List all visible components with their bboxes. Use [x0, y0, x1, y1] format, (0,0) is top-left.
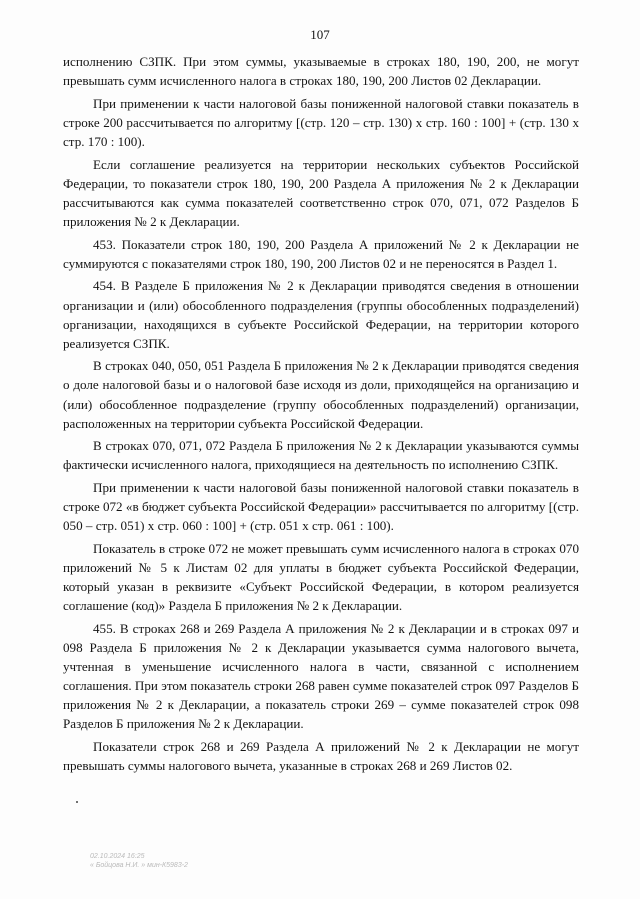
paragraph-lines-040-050-051: В строках 040, 050, 051 Раздела Б приложения № 2 к Декларации приводятся сведения о доле налоговой базы и о налоговой базе исходя из доли, приходящейся на организацию и (или) обособленное подразделение (группу обособленных подразделений) организации, расположенных на территории субъекта Российской Федерации. — [63, 358, 579, 431]
paragraph-line-072-limit: Показатель в строке 072 не может превышать сумм исчисленного налога в строках 070 приложений № 5 к Листам 02 для уплаты в бюджет субъекта Российской Федерации, который указан в реквизите «Субъект Российской Федерации, в котором реализуется соглашение (код)» Раздела Б приложения № 2 к Декларации. — [63, 541, 579, 614]
paragraph-reduced-rate-line-200: При применении к части налоговой базы пониженной налоговой ставки показатель в строке 200 рассчитывается по алгоритму [(стр. 120 – стр. 130) х стр. 160 : 100] + (стр. 130 х стр. 170 : 100). — [63, 95, 579, 149]
footer-stamp-author: « Бойцова Н.И. » мин-К5983-2 — [90, 862, 188, 869]
scan-speck — [76, 801, 78, 803]
paragraph-continuation: исполнению СЗПК. При этом суммы, указываемые в строках 180, 190, 200, не могут превышать сумм исчисленного налога в строках 180, 190, 200 Листов 02 Декларации. — [63, 54, 579, 89]
paragraph-455: 455. В строках 268 и 269 Раздела А приложения № 2 к Декларации и в строках 097 и 098 Раздела Б приложения № 2 к Декларации указывается сумма налогового вычета, учтенная в уменьшение исчисленного налога в части, связанной с исполнением соглашения. При этом показатель строки 268 равен сумме показателей строк 097 Разделов Б приложения № 2 к Декларации, а показатель строки 269 – сумме показателей строк 098 Разделов Б приложения № 2 к Декларации. — [63, 620, 579, 732]
paragraph-reduced-rate-line-072: При применении к части налоговой базы пониженной налоговой ставки показатель в строке 072 «в бюджет субъекта Российской Федерации» рассчитывается по алгоритму [(стр. 050 – стр. 051) х стр. 060 : 100] + (стр. 051 х стр. 061 : 100). — [63, 480, 579, 534]
paragraph-multiple-subjects: Если соглашение реализуется на территории нескольких субъектов Российской Федерации, то показатели строк 180, 190, 200 Раздела А приложения № 2 к Декларации рассчитываются как сумма показателей соответственно строк 070, 071, 072 Разделов Б приложения № 2 к Декларации. — [63, 156, 579, 229]
paragraph-453: 453. Показатели строк 180, 190, 200 Раздела А приложений № 2 к Декларации не суммируются с показателями строк 180, 190, 200 Листов 02 и не переносятся в Раздел 1. — [63, 236, 579, 271]
footer-stamp — [90, 852, 188, 870]
paragraph-454: 454. В Разделе Б приложения № 2 к Декларации приводятся сведения в отношении организации и (или) обособленного подразделения (группы обособленных подразделений) организации, находящихся в субъекте Российской Федерации, на территории которого реализуется СЗПК. — [63, 278, 579, 351]
page-number: 107 — [310, 27, 330, 42]
paragraph-lines-070-071-072: В строках 070, 071, 072 Раздела Б приложения № 2 к Декларации указываются суммы фактически исчисленного налога, приходящиеся на деятельность по исполнению СЗПК. — [63, 438, 579, 473]
paragraph-lines-268-269-limit: Показатели строк 268 и 269 Раздела А приложений № 2 к Декларации не могут превышать суммы налогового вычета, указанные в строках 268 и 269 Листов 02. — [63, 739, 579, 774]
footer-stamp-datetime: 02.10.2024 16:25 — [90, 853, 145, 860]
document-body — [63, 52, 579, 779]
